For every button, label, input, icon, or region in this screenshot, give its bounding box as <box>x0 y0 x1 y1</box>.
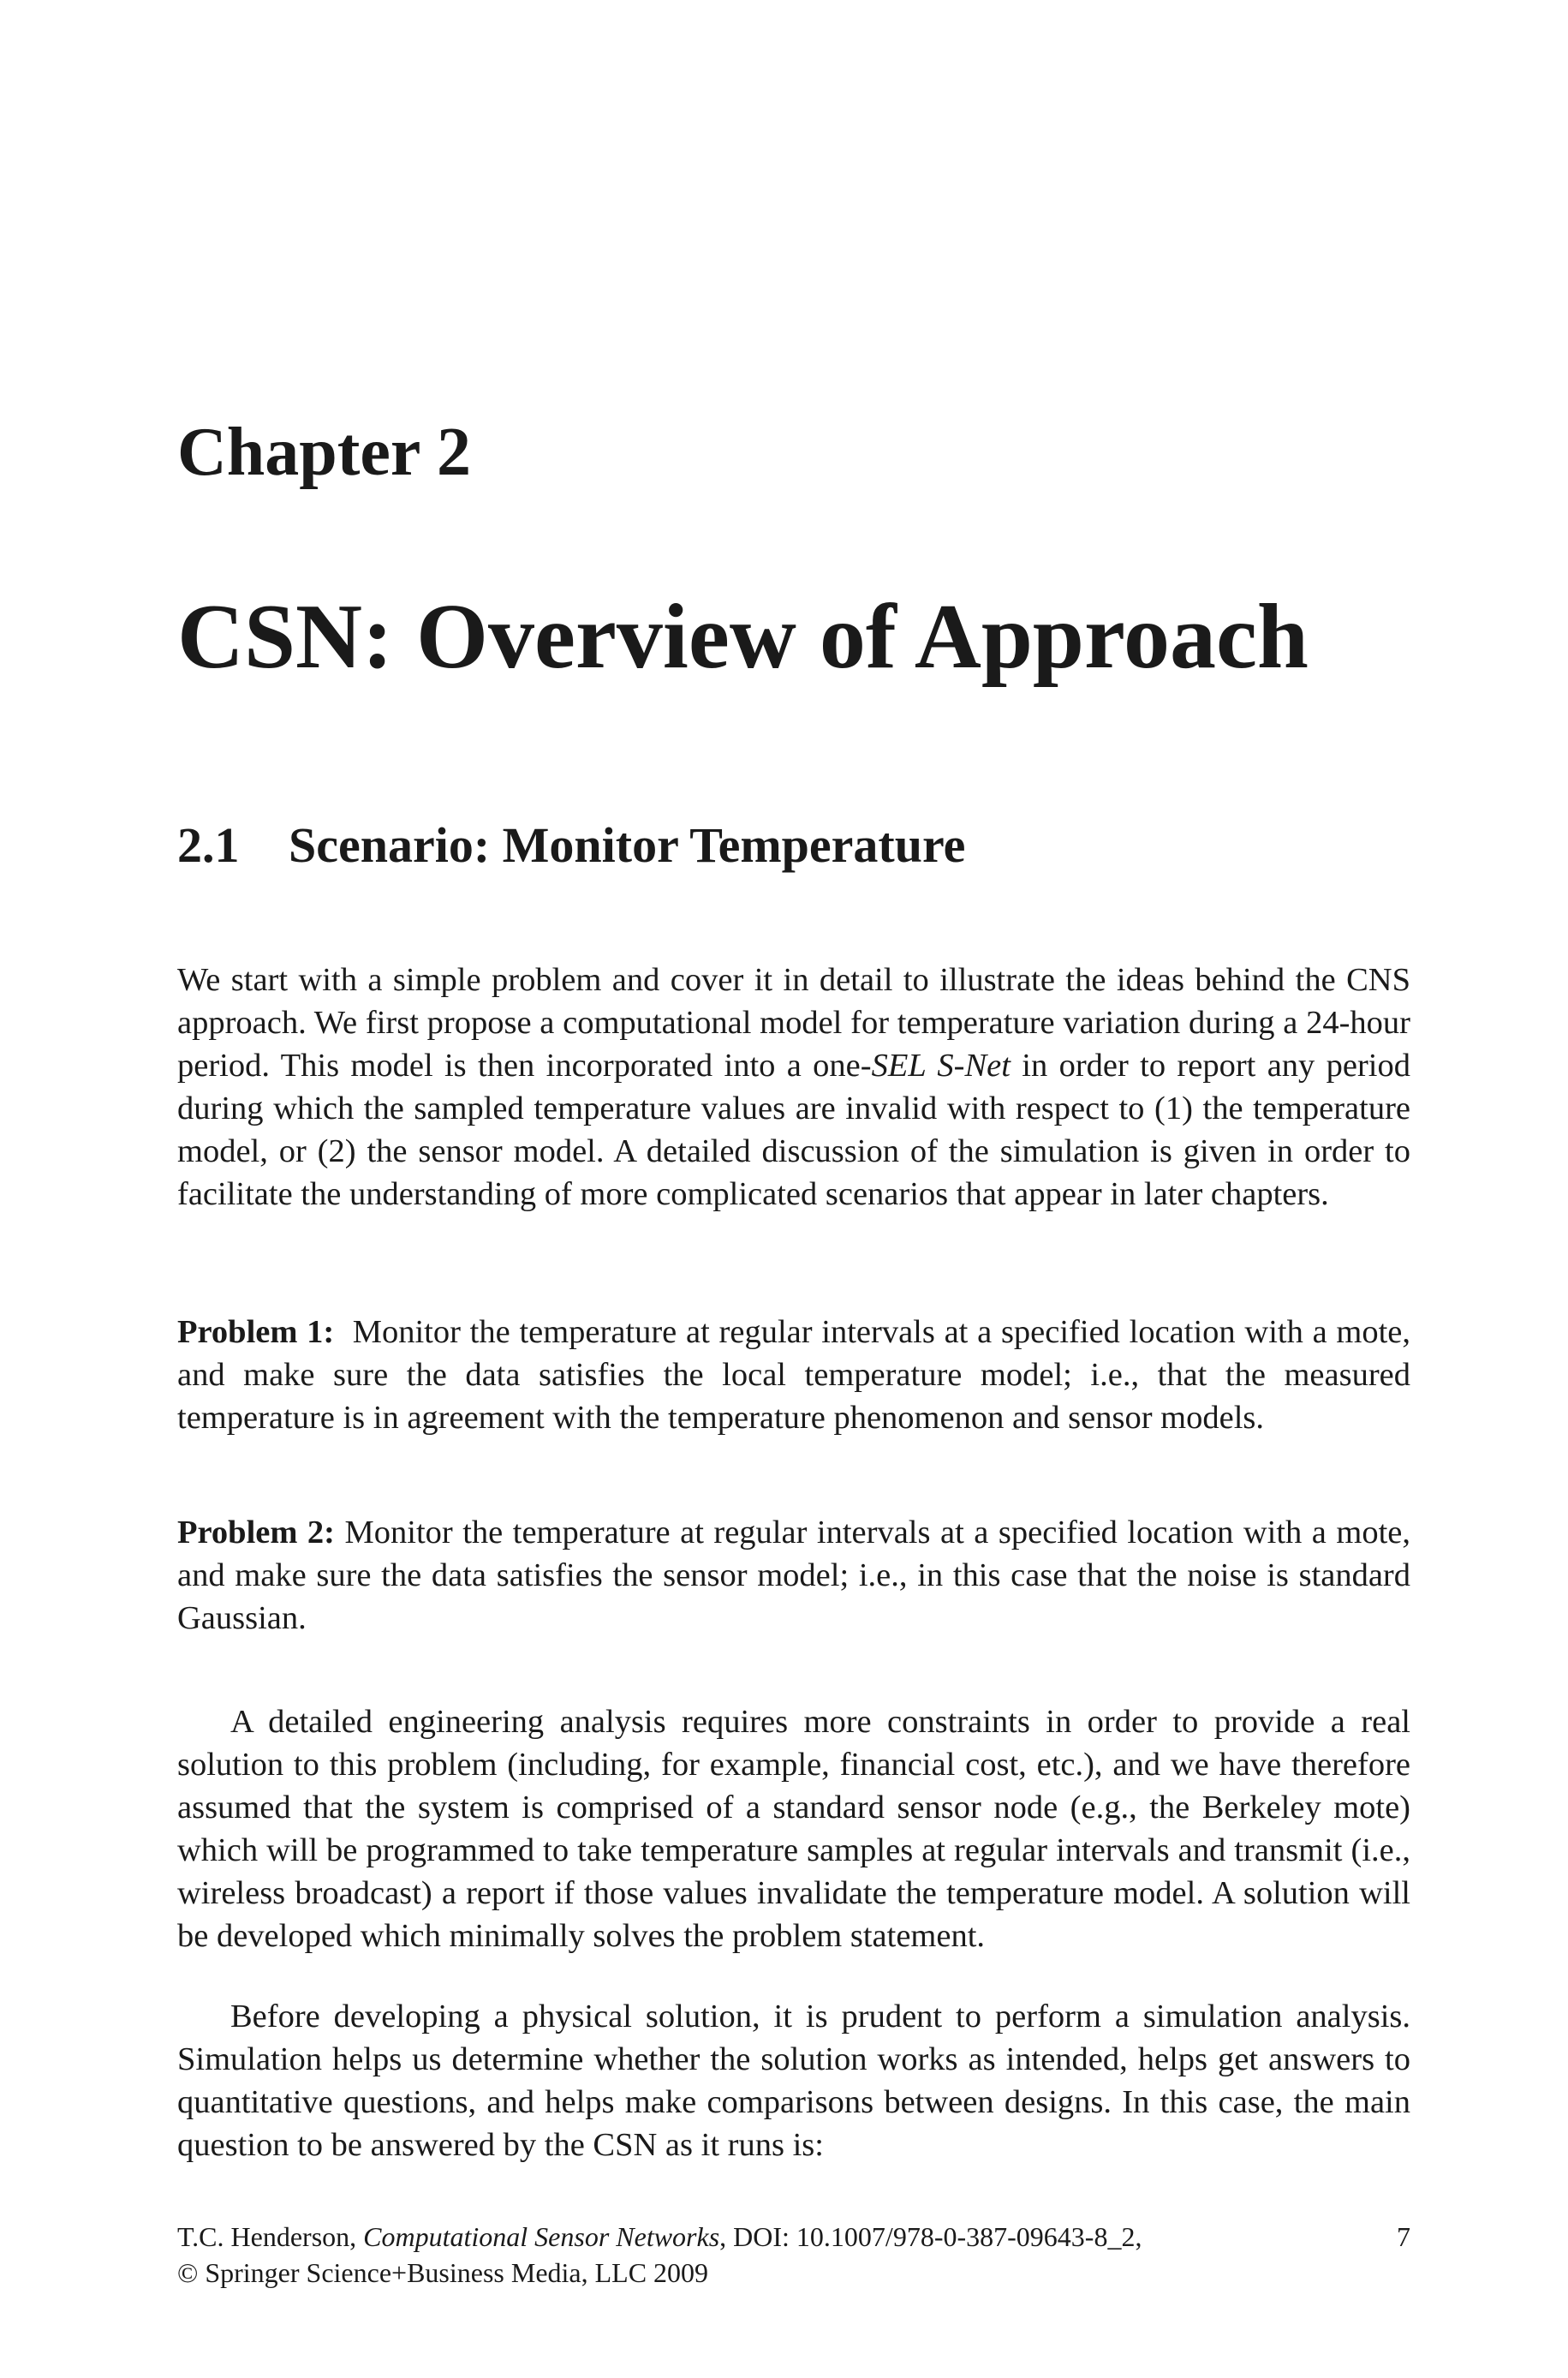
problem-2 <box>177 1511 1410 1640</box>
body-paragraph-3: Before developing a physical solution, it is prudent to perform a simulation analysis. Simulation helps us determine whether the solution works as intended, helps get answers to quantitative questions, and helps make comparisons between designs. In this case, the main question to be answered by the CSN as it runs is: <box>177 1999 1410 2163</box>
footer-copyright <box>177 2255 1410 2291</box>
body-paragraph-2: A detailed engineering analysis requires more constraints in order to provide a real solution to this problem (including, for example, financial cost, etc.), and we have therefore assumed that the system is comprised of a standard sensor node (e.g., the Berkeley mote) which will be programmed to take temperature samples at regular intervals and transmit (i.e., wireless broadcast) a report if those values invalidate the temperature model. A solution will be developed which minimally solves the problem statement. <box>177 1704 1410 1954</box>
footer-citation <box>177 2219 1410 2255</box>
footer <box>177 2219 1410 2291</box>
intro-italic-term: SEL S-Net <box>871 1048 1011 1084</box>
chapter-label: Chapter 2 <box>177 415 471 490</box>
intro-paragraph <box>177 959 1410 1216</box>
problem-1-text: Monitor the temperature at regular intervals at a specified location with a mote, and make sure the data satisfies the local temperature model; i.e., that the measured temperature is in agreement with the temperature phenomenon and sensor models. <box>177 1314 1411 1436</box>
intro-text-1: We start with a simple problem and cover it in detail to illustrate the ideas behind the CNS approach. We first propose a computational model for temperature variation during a 24-hour period. This model is then incorporated into a one- <box>177 962 1410 1084</box>
footer-doi: , DOI: 10.1007/978-0-387-09643-8_2, <box>719 2221 1142 2252</box>
page-number: 7 <box>1397 2221 1410 2252</box>
intro-text-2: in order to report any period during which the sampled temperature values are invalid with respect to (1) the temperature model, or (2) the sensor model. A detailed discussion of the simulation is given in order to facilitate the understanding of more complicated scenarios that appear in later chapters. <box>177 1048 1410 1212</box>
section-heading <box>177 817 966 873</box>
section-title: Scenario: Monitor Temperature <box>289 817 966 873</box>
problem-2-label: Problem 2: <box>177 1515 336 1550</box>
footer-publisher: Springer Science+Business Media, LLC 2009 <box>205 2257 709 2288</box>
problem-1-label: Problem 1: <box>177 1314 335 1350</box>
copyright-symbol: © <box>177 2257 199 2288</box>
section-number: 2.1 <box>177 817 240 873</box>
problem-1 <box>177 1311 1410 1439</box>
chapter-title: CSN: Overview of Approach <box>177 586 1309 688</box>
footer-author: T.C. Henderson, <box>177 2221 364 2252</box>
footer-book-title: Computational Sensor Networks <box>363 2221 720 2252</box>
problem-2-text: Monitor the temperature at regular intervals at a specified location with a mote, and make sure the data satisfies the sensor model; i.e., in this case that the noise is standard Gaussian. <box>177 1515 1411 1636</box>
